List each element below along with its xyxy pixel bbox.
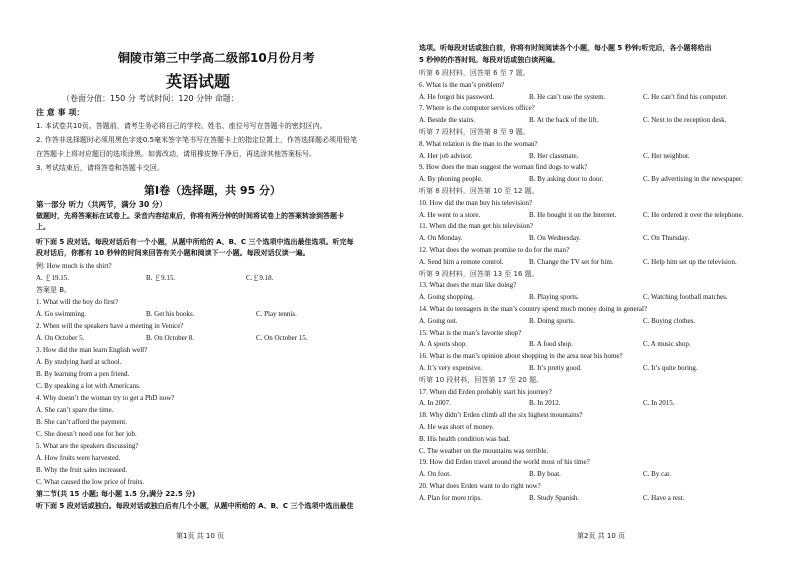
question: 12. What does the woman promise to do for the man?	[419, 246, 570, 254]
question: 13. What does the man like doing?	[419, 281, 517, 290]
section1-note: 上。	[36, 223, 50, 231]
example-option-c: C.￡9.18.	[246, 274, 274, 282]
question: 19. How did Erden travel around the world most of his time?	[419, 458, 590, 467]
section1-instruction: 听下面 5 段对话。每段对话后有一个小题，从题中所给的 A、B、C 三个选项中选出最佳选项。听完每	[36, 238, 354, 246]
option-b: B. In 2012.	[529, 399, 561, 408]
section1-instruction: 段对话后，你都有 10 秒钟的时间来回答有关小题和阅读下一小题。每段对话仅读一遍。	[36, 249, 310, 257]
option-b: B. Playing sports.	[529, 293, 579, 302]
option-a: A. By phoning people.	[419, 175, 483, 184]
question: 11. When did the man get his television?	[419, 222, 533, 231]
option-c: C. On Thursday.	[643, 234, 690, 243]
option-c: C. Help him set up the television.	[643, 257, 737, 266]
q3-option-c: C. By speaking a lot with Americans.	[36, 382, 141, 390]
option-c: C. It’s quite boring.	[643, 364, 698, 372]
option-b: B. He can’t use the system.	[529, 92, 606, 101]
notice-line: 2. 作答非选择题时必须用黑色字迹0.5毫米签字笔书写在答题卡上的指定位置上，作答选择题必须用铅笔	[36, 136, 358, 144]
question: 10. How did the man buy his television?	[419, 198, 533, 207]
question: 6. What is the man’s problem?	[419, 80, 505, 89]
question: 15. What is the man’s favorite shop?	[419, 328, 522, 337]
notice-line: 1. 本试卷共10页。答题前，请考生务必将自己的学校、姓名、座位号写在答题卡的密封区内。	[36, 122, 327, 130]
subject-title: 英语试题	[166, 72, 231, 91]
option-c: C. By car.	[643, 470, 671, 479]
q1-option-c: C. Play tennis.	[256, 310, 297, 318]
option-c: C. In 2015.	[643, 399, 675, 408]
option-b: B. It’s pretty good.	[529, 364, 582, 372]
option-b: B. Her classmate.	[529, 151, 579, 160]
option-c: C. A music shop.	[643, 340, 691, 349]
question: 17. When did Erden probably start his journey?	[419, 387, 552, 396]
question: 20. What does Erden want to do right now?	[419, 482, 541, 490]
section1-note: 做题时，先将答案标在试卷上。录音内容结束后，你将有两分钟的时间将试卷上的答案转涂到答题卡	[36, 212, 344, 220]
question: 9. How does the man suggest the woman find dogs to walk?	[419, 163, 588, 172]
option: B. His health condition was bad.	[419, 434, 511, 443]
example-option-b: B. ￡9.15.	[146, 274, 176, 282]
page-footer-left: 第1页 共 10 页	[176, 532, 225, 540]
question-1: 1. What will the boy do first?	[36, 298, 119, 306]
option-a: A. He went to a store.	[419, 210, 481, 219]
option-a: A. Plan for more trips.	[419, 493, 482, 502]
option-c: C. By advertising in the newspaper.	[643, 175, 743, 184]
option-a: A. Her job advisor.	[419, 151, 473, 160]
q2-option-b: B. On October 8.	[146, 334, 195, 342]
question-3: 3. How did the man learn English well?	[36, 346, 148, 354]
option-c: C. He can’t find his computer.	[643, 92, 728, 101]
material-hint: 听第 10 段材料，回答第 17 至 20 题。	[419, 375, 544, 384]
question-2: 2. When will the speakers have a meeting in Venice?	[36, 322, 184, 330]
option-c: C. He ordered it over the telephone.	[643, 210, 744, 219]
option-b: B. Change the TV set for him.	[529, 257, 614, 266]
option-a: A. On Monday.	[419, 234, 463, 243]
q5-option-c: C. What caused the low price of fruits.	[36, 478, 145, 486]
q1-option-b: B. Get his books.	[146, 310, 195, 318]
option-a: A. He forgot his password.	[419, 92, 495, 101]
notice-line: 在答题卡上将对应题目的选项涂黑。如需改动，请用橡皮擦干净后，再选涂其他答案标号。	[36, 150, 316, 158]
question-5: 5. What are the speakers discussing?	[36, 442, 139, 450]
material-hint: 听第 9 段材料，回答第 13 至 16 题。	[419, 269, 539, 278]
option-c: C. Next to the reception desk.	[643, 116, 727, 125]
option-a: A. Going shopping.	[419, 293, 475, 302]
option-a: A. Going out.	[419, 316, 458, 325]
material-hint: 听第 7 段材料，回答第 8 至 9 题。	[419, 128, 530, 136]
right-page	[397, 0, 794, 561]
option-a: A. In 2007.	[419, 399, 451, 408]
notice-title: 注 意 事 项：	[36, 108, 85, 117]
option-c: C. Her neighbor.	[643, 151, 690, 160]
q5-option-a: A. How fruits were harvested.	[36, 454, 121, 462]
option-c: C. Buying clothes.	[643, 316, 696, 325]
q3-option-b: B. By learning from a pen friend.	[36, 370, 130, 378]
option: A. He was short of money.	[419, 423, 494, 431]
q2-option-a: A. On October 5.	[36, 334, 85, 342]
option-b: B. By boat.	[529, 470, 561, 479]
option-a: A. On foot.	[419, 470, 451, 479]
q5-option-b: B. Why the fruit sales increased.	[36, 466, 128, 474]
option-b: B. On Wednesday.	[529, 234, 581, 243]
question: 14. What do teenagers in the man’s country spend much money doing in general?	[419, 305, 648, 313]
q3-option-a: A. By studying hard at school.	[36, 358, 122, 366]
question: 18. Why didn’t Erden climb all the six highest mountains?	[419, 411, 583, 420]
example-answer: 答案是 B。	[36, 286, 72, 294]
option-c: C. Have a rest.	[643, 493, 685, 502]
exam-title: 铜陵市第三中学高二级部10月份月考	[118, 51, 315, 65]
question: 8. What relation is the man to the woman?	[419, 139, 538, 148]
option-b: B. A food shop.	[529, 340, 573, 349]
option: C. The weather on the mountains was terrible.	[419, 446, 549, 455]
q4-option-b: B. She can’t afford the payment.	[36, 418, 127, 426]
page-footer-right: 第2页 共 10 页	[577, 532, 626, 540]
section2-instruction: 听下面 5 段对话或独白。每段对话或独白后有几个小题，从题中所给的 A、B、C 三个选项中选出最佳	[36, 502, 354, 510]
option-b: B. By asking door to door.	[529, 175, 604, 184]
section2-title: 第二节(共 15 小题; 每小题 1.5 分,满分 22.5 分)	[36, 490, 196, 498]
section2-intro: 5 秒钟的作答时间。每段对话或独白读两遍。	[419, 56, 560, 64]
option-c: C. Watching football matches.	[643, 293, 728, 302]
option-a: A. Beside the stairs.	[419, 116, 476, 125]
option-a: A. It’s very expensive.	[419, 364, 483, 372]
q1-option-a: A. Go swimming.	[36, 310, 87, 318]
option-b: B. At the back of the lift.	[529, 116, 599, 125]
notice-line: 3. 考试结束后，请将答卷和答题卡交回。	[36, 164, 164, 172]
section1-title: 第一部分 听力（共两节，满分 30 分）	[36, 200, 167, 209]
example-question: 例: How much is the shirt?	[36, 262, 112, 270]
option-b: B. Doing sports.	[529, 316, 575, 325]
part1-title: 第Ⅰ卷（选择题，共 95 分）	[144, 184, 282, 197]
section2-intro: 选项。听每段对话或独白前，你将有时间阅读各个小题，每小题 5 秒钟;听完后，各小题将给出	[419, 44, 712, 52]
exam-meta: （卷面分值：150 分 考试时间：120 分钟 命题：	[62, 94, 239, 103]
option-b: B. He bought it on the Internet.	[529, 210, 617, 219]
option-a: A. Send him a remote control.	[419, 257, 504, 266]
material-hint: 听第 6 段材料，回答第 6 至 7 题。	[419, 69, 530, 77]
example-option-a: A. ￡19.15.	[36, 274, 70, 282]
option-a: A. A sports shop.	[419, 340, 468, 349]
question-4: 4. Why doesn’t the woman try to get a PhD now?	[36, 394, 175, 402]
material-hint: 听第 8 段材料，回答第 10 至 12 题。	[419, 187, 539, 195]
q4-option-c: C. She doesn’t need one for her job.	[36, 430, 137, 438]
option-b: B. Study Spanish.	[529, 493, 580, 502]
question: 16. What is the man’s opinion about shopping in the area near his home?	[419, 352, 623, 361]
question: 7. Where is the computer services office?	[419, 104, 535, 113]
q2-option-c: C. On October 15.	[256, 334, 308, 342]
q4-option-a: A. She can’t spare the time.	[36, 406, 114, 414]
